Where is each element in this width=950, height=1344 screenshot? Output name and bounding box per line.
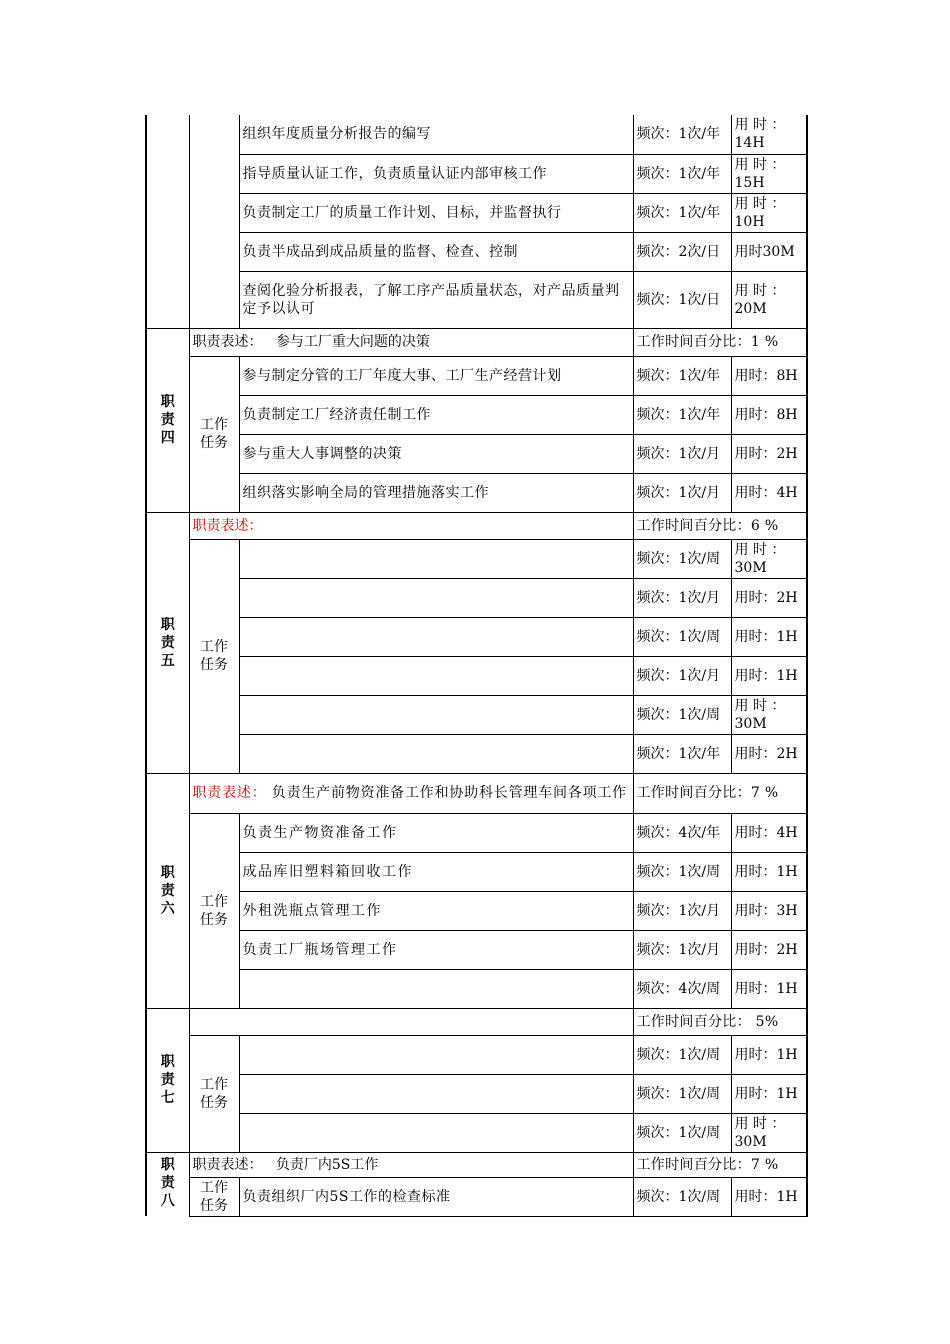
task-label: 工作任务: [200, 1076, 228, 1111]
work-time-percentage: 工作时间百分比：1 %: [633, 328, 807, 356]
task-label: 工作任务: [200, 893, 228, 928]
task-frequency: 频次：1次/周: [633, 617, 731, 656]
description-label: 职责表述：: [192, 334, 263, 350]
task-text: [239, 969, 633, 1008]
task-time: 用时：2H: [731, 734, 807, 773]
task-text: 负责组织厂内5S工作的检查标准: [239, 1177, 633, 1216]
task-time: 用 时 ：15H: [731, 154, 807, 193]
task-time: 用时30M: [731, 232, 807, 271]
table-row: [146, 695, 807, 734]
table-row: [146, 115, 807, 154]
task-frequency: 频次：1次/周: [633, 695, 731, 734]
table-row: [146, 356, 807, 395]
table-row: [146, 1035, 807, 1074]
task-frequency: 频次：2次/日: [633, 232, 731, 271]
task-time: 用时：2H: [731, 578, 807, 617]
duty-description: [189, 512, 633, 539]
table-row: [146, 1177, 807, 1216]
task-frequency: 频次：1次/年: [633, 356, 731, 395]
table-row: [146, 512, 807, 539]
task-time: 用 时 ：14H: [731, 115, 807, 154]
duty-label-cell: [146, 773, 189, 1008]
task-time: 用时：1H: [731, 1074, 807, 1113]
task-text: 负责生产物资准备工作: [239, 813, 633, 852]
task-text: [239, 734, 633, 773]
task-frequency: 频次：1次/周: [633, 1177, 731, 1216]
task-text: 外租洗瓶点管理工作: [239, 891, 633, 930]
task-text: 负责制定工厂的质量工作计划、目标，并监督执行: [239, 193, 633, 232]
table-row: [146, 1008, 807, 1035]
task-frequency: 频次：1次/年: [633, 115, 731, 154]
task-text: 负责半成品到成品质量的监督、检查、控制: [239, 232, 633, 271]
task-text: [239, 1035, 633, 1074]
duty-description: [189, 1008, 633, 1035]
task-label-cell: [189, 115, 239, 328]
table-row: [146, 232, 807, 271]
task-text: 指导质量认证工作，负责质量认证内部审核工作: [239, 154, 633, 193]
task-time: 用时：1H: [731, 852, 807, 891]
work-time-percentage: 工作时间百分比：7 %: [633, 1152, 807, 1177]
task-frequency: 频次：1次/年: [633, 193, 731, 232]
task-frequency: 频次：1次/周: [633, 1035, 731, 1074]
task-text: [239, 617, 633, 656]
task-time: 用时：8H: [731, 395, 807, 434]
task-text: 参与重大人事调整的决策: [239, 434, 633, 473]
task-time: 用 时 ：10H: [731, 193, 807, 232]
task-frequency: 频次：1次/年: [633, 734, 731, 773]
task-time: 用时：2H: [731, 930, 807, 969]
duty-label-cell: [146, 1152, 189, 1216]
task-time: 用 时 ：30M: [731, 695, 807, 734]
task-text: 负责工厂瓶场管理工作: [239, 930, 633, 969]
task-time: 用时：1H: [731, 656, 807, 695]
task-label-cell: [189, 356, 239, 512]
task-frequency: 频次：1次/周: [633, 1113, 731, 1152]
table-row: [146, 891, 807, 930]
task-frequency: 频次：1次/周: [633, 539, 731, 578]
task-text: [239, 1113, 633, 1152]
task-text: 负责制定工厂经济责任制工作: [239, 395, 633, 434]
task-frequency: 频次：4次/周: [633, 969, 731, 1008]
task-time: 用 时 ：20M: [731, 271, 807, 328]
task-label: 工作任务: [200, 1179, 228, 1214]
description-label: 职责表述：: [192, 1156, 263, 1173]
duty-label-cell: [146, 512, 189, 773]
description-label: 职责表述：: [192, 517, 263, 534]
task-label-cell: [189, 1035, 239, 1152]
task-frequency: 频次：1次/周: [633, 1074, 731, 1113]
description-text: 参与工厂重大问题的决策: [275, 334, 430, 350]
task-frequency: 频次：1次/月: [633, 891, 731, 930]
task-label-cell: [189, 813, 239, 1008]
task-text: 参与制定分管的工厂年度大事、工厂生产经营计划: [239, 356, 633, 395]
table-row: [146, 1074, 807, 1113]
table-row: [146, 617, 807, 656]
task-time: 用时：1H: [731, 969, 807, 1008]
task-frequency: 频次：1次/年: [633, 154, 731, 193]
task-frequency: 频次：1次/日: [633, 271, 731, 328]
table-row: [146, 395, 807, 434]
table-row: [146, 656, 807, 695]
table-row: [146, 1152, 807, 1177]
task-time: 用 时 ：30M: [731, 1113, 807, 1152]
duty-label: 职责六: [160, 864, 175, 917]
table-row: [146, 473, 807, 512]
task-text: 成品库旧塑料箱回收工作: [239, 852, 633, 891]
task-label-cell: [189, 539, 239, 773]
task-frequency: 频次：1次/月: [633, 578, 731, 617]
table-row: [146, 773, 807, 813]
task-time: 用时：3H: [731, 891, 807, 930]
task-text: 组织年度质量分析报告的编写: [239, 115, 633, 154]
duty-description: [189, 773, 633, 813]
duty-table: [145, 115, 808, 1217]
duty-label-cell: [146, 1008, 189, 1152]
task-time: 用时：8H: [731, 356, 807, 395]
duty-label: 职责五: [160, 616, 175, 669]
task-text: [239, 578, 633, 617]
task-frequency: 频次：1次/年: [633, 395, 731, 434]
task-time: 用时：2H: [731, 434, 807, 473]
task-time: 用时：1H: [731, 1035, 807, 1074]
task-text: [239, 1074, 633, 1113]
table-row: [146, 154, 807, 193]
task-label-cell: [189, 1177, 239, 1216]
task-frequency: 频次：1次/月: [633, 656, 731, 695]
table-row: [146, 969, 807, 1008]
description-text: 负责生产前物资准备工作和协助科长管理车间各项工作: [271, 785, 627, 801]
task-time: 用时：4H: [731, 813, 807, 852]
duty3-cell: [146, 115, 189, 328]
description-label: 职责表述：: [192, 785, 267, 801]
work-time-percentage: 工作时间百分比：7 %: [633, 773, 807, 813]
table-row: [146, 539, 807, 578]
task-frequency: 频次：1次/月: [633, 473, 731, 512]
table-row: [146, 930, 807, 969]
task-text: [239, 695, 633, 734]
task-time: 用时：1H: [731, 1177, 807, 1216]
task-time: 用时：1H: [731, 617, 807, 656]
task-label: 工作任务: [200, 639, 228, 673]
task-frequency: 频次：1次/月: [633, 434, 731, 473]
task-text: [239, 539, 633, 578]
duty-description: [189, 1152, 633, 1177]
description-text: 负责厂内5S工作: [275, 1156, 379, 1173]
work-time-percentage: 工作时间百分比： 5%: [633, 1008, 807, 1035]
task-frequency: 频次：1次/周: [633, 852, 731, 891]
task-frequency: 频次：4次/年: [633, 813, 731, 852]
task-frequency: 频次：1次/月: [633, 930, 731, 969]
table-row: [146, 852, 807, 891]
duty-table-sheet: [145, 115, 808, 1217]
task-text: 组织落实影响全局的管理措施落实工作: [239, 473, 633, 512]
task-time: 用时：4H: [731, 473, 807, 512]
duty-label: 职责七: [160, 1054, 175, 1106]
table-row: [146, 434, 807, 473]
work-time-percentage: 工作时间百分比：6 %: [633, 512, 807, 539]
task-text: 查阅化验分析报表，了解工序产品质量状态，对产品质量判定予以认可: [239, 271, 633, 328]
table-row: [146, 328, 807, 356]
duty-label: 职责八: [160, 1156, 175, 1209]
task-label: 工作任务: [200, 417, 228, 451]
task-time: 用 时 ：30M: [731, 539, 807, 578]
table-row: [146, 193, 807, 232]
task-text: [239, 656, 633, 695]
table-row: [146, 271, 807, 328]
table-row: [146, 813, 807, 852]
duty-label-cell: [146, 328, 189, 512]
table-row: [146, 1113, 807, 1152]
duty-description: [189, 328, 633, 356]
duty-label: 职责四: [160, 394, 175, 446]
table-row: [146, 578, 807, 617]
table-row: [146, 734, 807, 773]
